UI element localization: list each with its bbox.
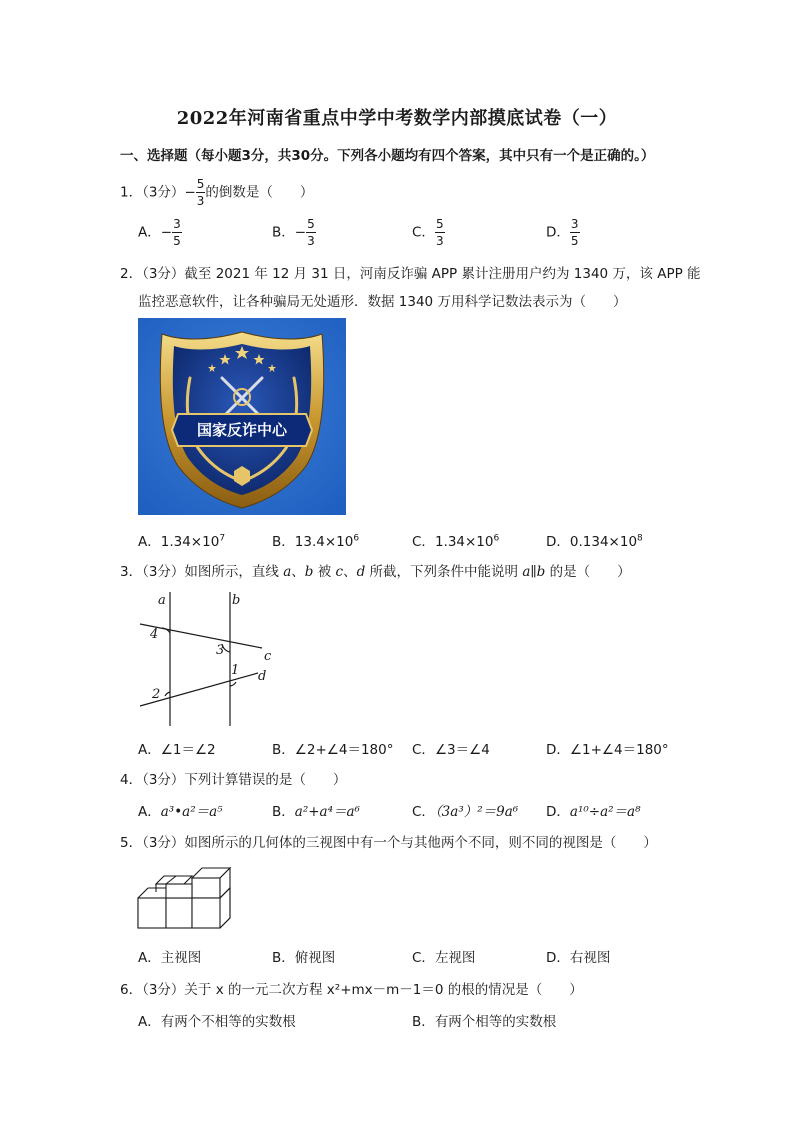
q1-option-b[interactable]: B．− $\frac{5}{3}$	[272, 217, 315, 248]
exam-title: 2022年河南省重点中学中考数学内部摸底试卷（一）	[176, 108, 618, 129]
q2-option-a[interactable]: A．$1.34\times 10^7$	[138, 533, 226, 550]
q4-option-b[interactable]: B．a²+a⁴＝a⁶	[272, 804, 360, 820]
q3-option-d[interactable]: D．∠1+∠4＝180°	[546, 742, 669, 758]
q4-option-a[interactable]: A．a³•a²＝a⁵	[138, 804, 223, 820]
fraction: $\frac{5}{3}$	[307, 217, 315, 248]
q5-option-a[interactable]: A．主视图	[138, 950, 202, 966]
q1-option-c[interactable]: C． $\frac{5}{3}$	[412, 217, 444, 248]
q1-option-d[interactable]: D． $\frac{3}{5}$	[546, 217, 579, 248]
q3-option-a[interactable]: A．∠1＝∠2	[138, 742, 216, 758]
cube-solid-figure	[136, 862, 232, 932]
label-angle-4: 4	[150, 627, 159, 642]
label-angle-1: 1	[231, 663, 240, 678]
fraction: $\frac{3}{5}$	[173, 217, 181, 248]
q2-option-b[interactable]: B．$13.4\times 10^6$	[272, 533, 360, 550]
fraction: $\frac{3}{5}$	[570, 217, 579, 248]
question-6: 6．（3分）关于 x 的一元二次方程 x²+mx－m－1＝0 的根的情况是（ ）	[120, 982, 583, 998]
label-line-a: a	[158, 593, 166, 608]
label-line-d: d	[258, 669, 267, 684]
fraction: $\frac{5}{3}$	[435, 217, 444, 248]
q2-option-d[interactable]: D．$0.134\times 10^8$	[546, 533, 643, 550]
anti-fraud-center-badge	[138, 318, 346, 515]
question-1	[120, 178, 313, 207]
q5-option-b[interactable]: B．俯视图	[272, 950, 336, 966]
question-3: 3．（3分）如图所示，直线 a、b 被 c、d 所截，下列条件中能说明 a∥b 的是（ ）	[120, 564, 631, 580]
q6-option-b[interactable]: B．有两个相等的实数根	[412, 1014, 557, 1030]
parallel-lines-figure	[134, 588, 278, 730]
question-2-line-2: 监控恶意软件，让各种骗局无处遁形．数据 1340 万用科学记数法表示为（ ）	[138, 294, 627, 310]
q2-option-c[interactable]: C．$1.34\times 10^6$	[412, 533, 500, 550]
q3-option-c[interactable]: C．∠3＝∠4	[412, 742, 490, 758]
label-line-c: c	[264, 649, 272, 664]
q5-option-d[interactable]: D．右视图	[546, 950, 611, 966]
label-angle-3: 3	[216, 643, 225, 658]
section-heading: 一、选择题（每小题3分，共30分。下列各小题均有四个答案，其中只有一个是正确的。）	[120, 148, 655, 164]
q5-option-c[interactable]: C．左视图	[412, 950, 476, 966]
question-text: 的倒数是（ ）	[205, 184, 314, 201]
question-4: 4．（3分）下列计算错误的是（ ）	[120, 772, 347, 788]
q1-option-a[interactable]: A．− $\frac{3}{5}$	[138, 217, 181, 248]
question-number: 1．（3分）	[120, 184, 185, 201]
fraction: $\frac{5}{3}$	[196, 177, 205, 208]
label-line-b: b	[232, 593, 241, 608]
q6-option-a[interactable]: A．有两个不相等的实数根	[138, 1014, 296, 1030]
q3-option-b[interactable]: B．∠2+∠4＝180°	[272, 742, 394, 758]
label-angle-2: 2	[152, 687, 161, 702]
fraction-sign: −	[184, 184, 196, 201]
q4-option-c[interactable]: C．（3a³）²＝9a⁶	[412, 804, 519, 820]
badge-text: 国家反诈中心	[196, 421, 288, 439]
q4-option-d[interactable]: D．a¹⁰÷a²＝a⁸	[546, 804, 641, 820]
question-2-line-1: 2．（3分）截至 2021 年 12 月 31 日，河南反诈骗 APP 累计注册用户约为 1340 万，该 APP 能	[120, 266, 701, 282]
question-5: 5．（3分）如图所示的几何体的三视图中有一个与其他两个不同，则不同的视图是（ ）	[120, 835, 657, 851]
